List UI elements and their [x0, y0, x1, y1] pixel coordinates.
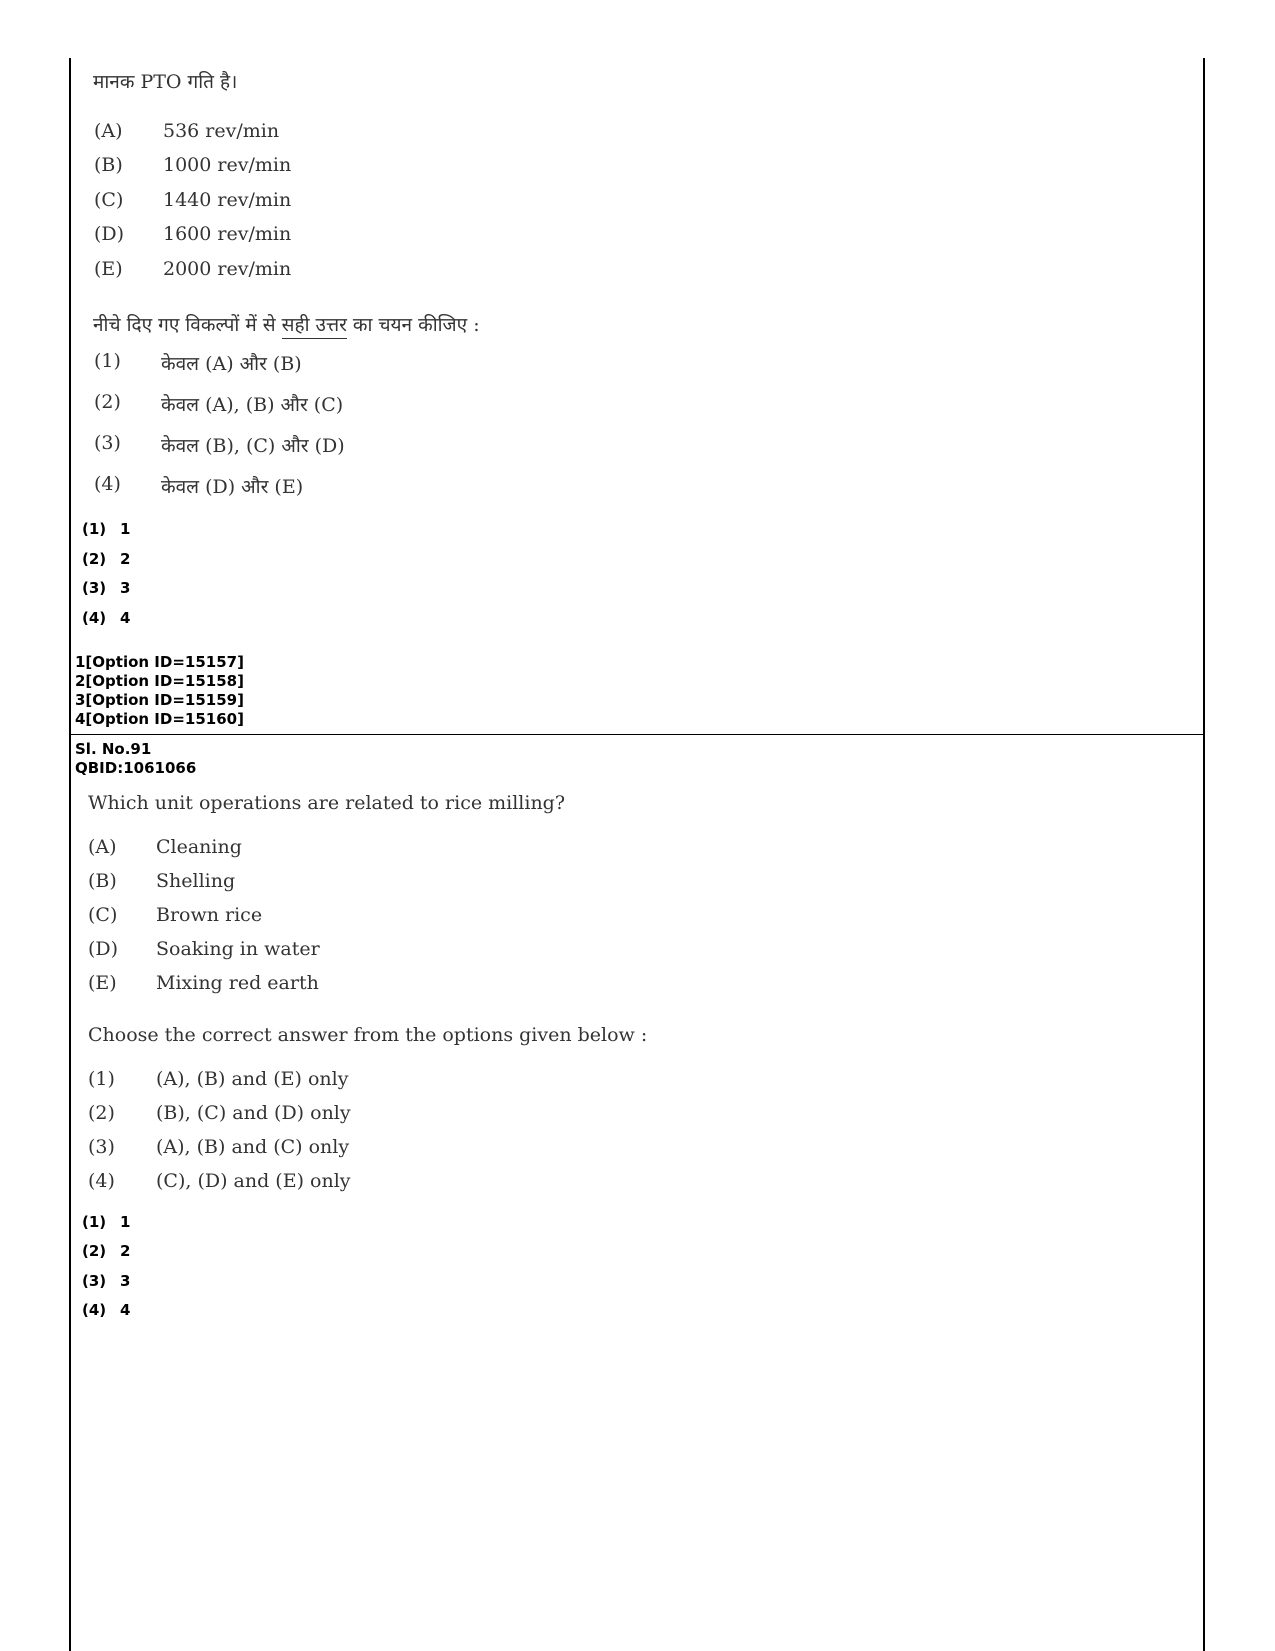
q90-choice-label: (3) — [94, 432, 121, 454]
q91-choice-label: (4) — [88, 1170, 115, 1192]
q90-choice-label: (1) — [94, 350, 121, 372]
q91-answer-option[interactable]: (4) 4 — [82, 1301, 131, 1319]
q90-item-label: (B) — [94, 154, 123, 176]
q90-choice-text: केवल (D) और (E) — [161, 476, 304, 498]
q91-item-label: (B) — [88, 870, 117, 892]
question-divider — [69, 734, 1205, 735]
q90-item-text: 1000 rev/min — [163, 154, 292, 176]
q90-item-label: (E) — [94, 258, 123, 280]
option-id-line: 4[Option ID=15160] — [75, 710, 244, 728]
serial-number: Sl. No.91 — [75, 740, 152, 758]
q90-instruction-pre: नीचे दिए गए विकल्पों में से — [93, 314, 282, 336]
page-border-right — [1203, 58, 1205, 1651]
q91-item-text: Shelling — [156, 870, 236, 892]
q91-question: Which unit operations are related to rice milling? — [88, 792, 566, 814]
q90-item-text: 1440 rev/min — [163, 189, 292, 211]
q91-answer-option[interactable]: (1) 1 — [82, 1213, 131, 1231]
q90-instruction-emphasis: सही उत्तर — [282, 314, 347, 339]
q90-instruction — [93, 311, 480, 337]
q90-option-ids — [75, 653, 244, 729]
q91-item-label: (C) — [88, 904, 118, 926]
q91-item-text: Brown rice — [156, 904, 263, 926]
q90-answer-option[interactable]: (1) 1 — [82, 520, 131, 538]
q90-answer-option[interactable]: (4) 4 — [82, 609, 131, 627]
q90-choice-label: (2) — [94, 391, 121, 413]
q90-choice-text: केवल (B), (C) और (D) — [161, 435, 345, 457]
q90-answer-option[interactable]: (3) 3 — [82, 579, 131, 597]
q90-item-text: 536 rev/min — [163, 120, 280, 142]
q90-item-text: 1600 rev/min — [163, 223, 292, 245]
option-id-line: 1[Option ID=15157] — [75, 653, 244, 671]
q91-answer-option[interactable]: (3) 3 — [82, 1272, 131, 1290]
q91-choice-label: (2) — [88, 1102, 115, 1124]
q91-item-label: (A) — [88, 836, 117, 858]
q90-item-label: (D) — [94, 223, 125, 245]
q91-choice-label: (1) — [88, 1068, 115, 1090]
q91-choice-text: (B), (C) and (D) only — [156, 1102, 351, 1124]
q90-choice-label: (4) — [94, 473, 121, 495]
q91-item-text: Cleaning — [156, 836, 242, 858]
q91-choice-text: (A), (B) and (C) only — [156, 1136, 350, 1158]
q90-answer-option[interactable]: (2) 2 — [82, 550, 131, 568]
q91-answer-option[interactable]: (2) 2 — [82, 1242, 131, 1260]
q91-choice-text: (A), (B) and (E) only — [156, 1068, 349, 1090]
q90-choice-text: केवल (A), (B) और (C) — [161, 394, 344, 416]
qbid: QBID:1061066 — [75, 759, 197, 777]
page-border-left — [69, 58, 71, 1651]
q91-instruction: Choose the correct answer from the options given below : — [88, 1024, 648, 1046]
q90-instruction-post: का चयन कीजिए : — [346, 314, 480, 336]
q90-item-label: (A) — [94, 120, 123, 142]
q91-item-label: (E) — [88, 972, 117, 994]
q90-choice-text: केवल (A) और (B) — [161, 353, 302, 375]
q91-header — [75, 740, 196, 778]
q90-item-text: 2000 rev/min — [163, 258, 292, 280]
option-id-line: 3[Option ID=15159] — [75, 691, 244, 709]
q91-choice-text: (C), (D) and (E) only — [156, 1170, 351, 1192]
q90-stem-tail: मानक PTO गति है। — [93, 71, 238, 93]
q91-item-text: Mixing red earth — [156, 972, 319, 994]
q91-choice-label: (3) — [88, 1136, 115, 1158]
q91-item-label: (D) — [88, 938, 119, 960]
q90-item-label: (C) — [94, 189, 124, 211]
q91-item-text: Soaking in water — [156, 938, 320, 960]
option-id-line: 2[Option ID=15158] — [75, 672, 244, 690]
